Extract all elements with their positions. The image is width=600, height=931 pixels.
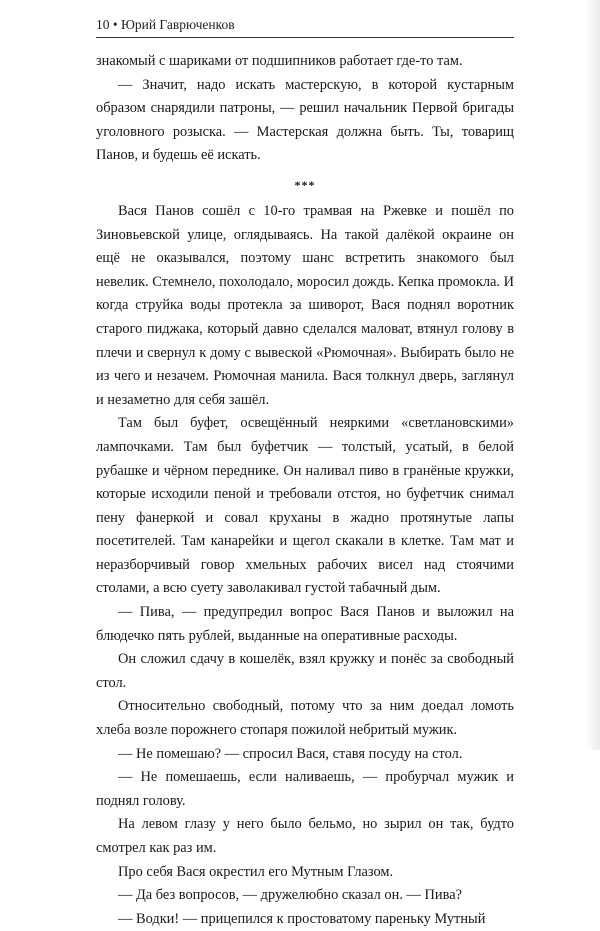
paragraph: — Не помешаю? — спросил Вася, ставя посуду на стол. (118, 745, 463, 762)
paragraph: — Значит, надо искать мастерскую, в которой кустарным образом снарядили патроны, — решил начальник Первой бригады уголовного розыска. — Мастерская должна быть. Ты, товарищ Панов, и будешь её искать. (96, 76, 514, 164)
paragraph: — Пива, — предупредил вопрос Вася Панов и выложил на блюдечко пять рублей, выданные на оперативные расходы. (96, 604, 514, 644)
paragraph: знакомый с шариками от подшипников работает где-то там. (96, 53, 463, 69)
paragraph: Он сложил сдачу в кошелёк, взял кружку и понёс за свободный стол. (96, 651, 514, 691)
paragraph: Вася Панов сошёл с 10-го трамвая на Ржевке и пошёл по Зиновьевской улице, оглядываясь. На такой далёкой окраине он ещё не оказывался, поэтому шанс встретить знакомого был невелик. Стемнело, похолодало, моросил дождь. Кепка промокла. И когда струйка воды протекла за шиворот, Вася поднял воротник старого пиджака, который давно сделался маловат, втянул голову в плечи и свернул к дому с вывеской «Рюмочная». Выбирать было не из чего и незачем. Рюмочная манила. Вася толкнул дверь, заглянул и незаметно для себя зашёл. (96, 202, 514, 408)
running-head: 10 • Юрий Гаврюченков (96, 17, 235, 32)
page-edge-shadow (586, 0, 600, 750)
paragraph: — Водки! — прицепился к простоватому пареньку Мутный (118, 910, 486, 927)
header-rule (96, 37, 514, 38)
paragraph: На левом глазу у него было бельмо, но зырил он так, будто смотрел как раз им. (96, 816, 514, 856)
paragraph: — Да без вопросов, — дружелюбно сказал он. — Пива? (118, 887, 462, 904)
paragraph: Про себя Вася окрестил его Мутным Глазом. (118, 863, 394, 880)
section-separator: *** (294, 177, 316, 192)
body-text (96, 50, 514, 931)
paragraph: — Не помешаешь, если наливаешь, — пробурчал мужик и поднял голову. (96, 769, 514, 809)
paragraph: Там был буфет, освещённый неяркими «светлановскими» лампочками. Там был буфетчик — толстый, усатый, в белой рубашке и чёрном переднике. Он наливал пиво в гранёные кружки, которые исходили пеной и требовали отстоя, но буфетчик снимал пену фанеркой и совал круханы в жадно протянутые лапы посетителей. Там канарейки и щегол скакали в клетке. Там мат и неразборчивый говор хмельных рабочих висел над стоячими столами, а всю суету заволакивал густой табачный дым. (96, 415, 514, 597)
paragraph: Относительно свободный, потому что за ним доедал ломоть хлеба возле порожнего стопаря пожилой небритый мужик. (96, 698, 514, 739)
